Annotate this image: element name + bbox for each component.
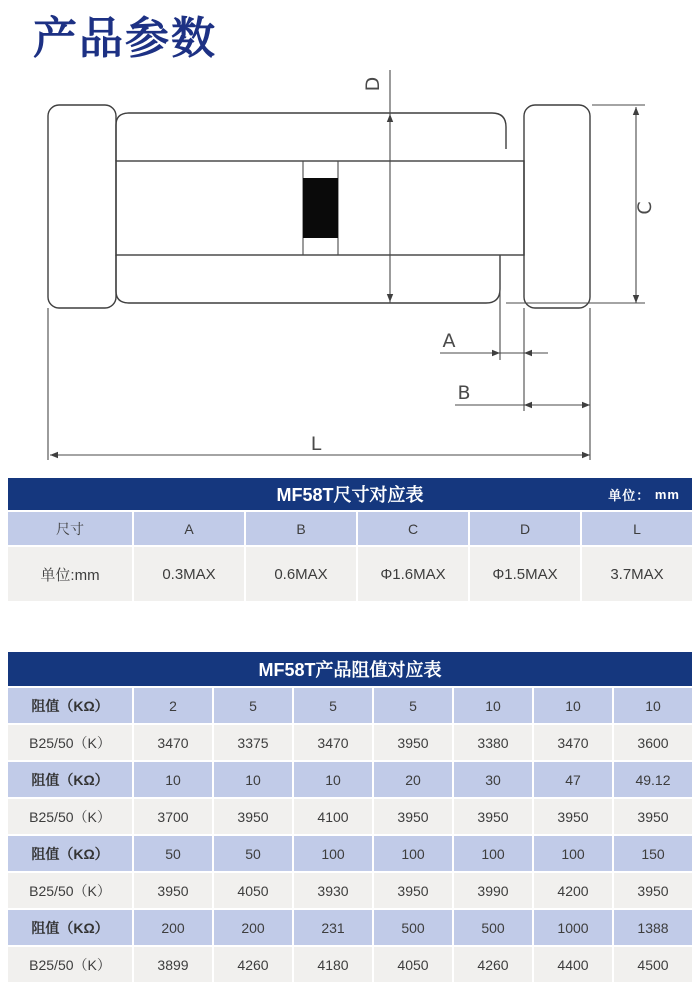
resistance-row-label: 阻值（KΩ） xyxy=(8,910,132,945)
unit-label: 单位： xyxy=(608,487,651,503)
resistance-value-cell: 4050 xyxy=(214,873,292,908)
resistance-value-cell: 3950 xyxy=(454,799,532,834)
thermistor-chip xyxy=(303,178,338,238)
dim-arrow xyxy=(582,452,590,458)
resistance-value-cell: 3950 xyxy=(374,873,452,908)
page-title: 产品参数 xyxy=(33,13,217,64)
resistance-value-cell: 100 xyxy=(294,836,372,871)
resistance-row-label: B25/50（K） xyxy=(8,725,132,760)
resistance-value-cell: 3990 xyxy=(454,873,532,908)
resistance-table xyxy=(8,652,692,982)
dimension-value-cell: 0.3MAX xyxy=(134,547,244,601)
resistance-value-cell: 200 xyxy=(214,910,292,945)
resistance-value-cell: 30 xyxy=(454,762,532,797)
dim-arrow xyxy=(633,295,639,303)
resistance-value-cell: 100 xyxy=(374,836,452,871)
dimension-value-cell: 单位:mm xyxy=(8,547,132,601)
dimension-table-title: MF58T尺寸对应表 xyxy=(276,485,424,505)
resistance-value-cell: 20 xyxy=(374,762,452,797)
resistance-row-label: 阻值（KΩ） xyxy=(8,836,132,871)
resistance-value-cell: 100 xyxy=(454,836,532,871)
resistance-value-cell: 5 xyxy=(374,688,452,723)
resistance-value-cell: 1388 xyxy=(614,910,692,945)
resistance-table-grid xyxy=(8,688,692,982)
resistance-value-cell: 4200 xyxy=(534,873,612,908)
thermistor-cross-section xyxy=(0,62,700,464)
resistance-value-cell: 3950 xyxy=(214,799,292,834)
dim-arrow xyxy=(582,402,590,408)
resistance-value-cell: 10 xyxy=(134,762,212,797)
resistance-value-cell: 100 xyxy=(534,836,612,871)
resistance-value-cell: 3950 xyxy=(374,799,452,834)
dimension-column-header: L xyxy=(582,512,692,545)
resistance-value-cell: 2 xyxy=(134,688,212,723)
resistance-value-cell: 200 xyxy=(134,910,212,945)
resistance-value-cell: 3930 xyxy=(294,873,372,908)
dim-arrow xyxy=(492,350,500,356)
resistance-value-cell: 3600 xyxy=(614,725,692,760)
dim-label-d: D xyxy=(362,76,384,92)
resistance-value-cell: 10 xyxy=(614,688,692,723)
resistance-value-cell: 500 xyxy=(374,910,452,945)
resistance-value-cell: 4260 xyxy=(214,947,292,982)
unit-value: mm xyxy=(654,486,680,502)
resistance-value-cell: 500 xyxy=(454,910,532,945)
resistance-value-cell: 3380 xyxy=(454,725,532,760)
product-dimension-diagram xyxy=(0,62,700,464)
resistance-row-label: B25/50（K） xyxy=(8,873,132,908)
dimension-column-header: A xyxy=(134,512,244,545)
resistance-value-cell: 5 xyxy=(214,688,292,723)
dim-label-b: B xyxy=(457,382,471,404)
dimension-value-cell: Φ1.6MAX xyxy=(358,547,468,601)
dim-arrow xyxy=(387,114,393,122)
dimension-table-header xyxy=(8,478,692,510)
resistance-value-cell: 50 xyxy=(134,836,212,871)
resistance-row-label: B25/50（K） xyxy=(8,799,132,834)
dimension-value-cell: 3.7MAX xyxy=(582,547,692,601)
resistance-value-cell: 3950 xyxy=(614,873,692,908)
resistance-row-label: B25/50（K） xyxy=(8,947,132,982)
resistance-value-cell: 3470 xyxy=(534,725,612,760)
resistance-value-cell: 10 xyxy=(534,688,612,723)
resistance-value-cell: 4180 xyxy=(294,947,372,982)
dim-arrow xyxy=(524,350,532,356)
resistance-table-header xyxy=(8,652,692,686)
resistance-value-cell: 47 xyxy=(534,762,612,797)
dim-arrow xyxy=(633,107,639,115)
resistance-value-cell: 4050 xyxy=(374,947,452,982)
dimension-table xyxy=(8,478,692,601)
left-end-cap xyxy=(48,105,116,308)
unit-indicator xyxy=(608,478,680,510)
resistance-value-cell: 5 xyxy=(294,688,372,723)
resistance-value-cell: 50 xyxy=(214,836,292,871)
dim-arrow xyxy=(524,402,532,408)
resistance-value-cell: 49.12 xyxy=(614,762,692,797)
resistance-value-cell: 1000 xyxy=(534,910,612,945)
dim-label-l: L xyxy=(310,433,322,455)
glass-body-hatch-right xyxy=(338,161,524,255)
resistance-value-cell: 3470 xyxy=(134,725,212,760)
resistance-value-cell: 4260 xyxy=(454,947,532,982)
resistance-value-cell: 10 xyxy=(214,762,292,797)
dimension-column-header: B xyxy=(246,512,356,545)
dim-label-a: A xyxy=(442,330,456,352)
resistance-value-cell: 10 xyxy=(454,688,532,723)
resistance-value-cell: 3950 xyxy=(374,725,452,760)
top-lead-outline xyxy=(116,113,506,161)
resistance-value-cell: 4400 xyxy=(534,947,612,982)
resistance-value-cell: 3950 xyxy=(614,799,692,834)
dimension-column-header: D xyxy=(470,512,580,545)
bottom-lead-outline xyxy=(116,255,500,303)
resistance-value-cell: 3950 xyxy=(134,873,212,908)
resistance-value-cell: 3950 xyxy=(534,799,612,834)
resistance-value-cell: 3470 xyxy=(294,725,372,760)
glass-body-hatch-left xyxy=(116,161,303,255)
resistance-value-cell: 10 xyxy=(294,762,372,797)
dimension-table-grid xyxy=(8,512,692,601)
resistance-value-cell: 3700 xyxy=(134,799,212,834)
resistance-value-cell: 4500 xyxy=(614,947,692,982)
dimension-value-cell: Φ1.5MAX xyxy=(470,547,580,601)
dimension-value-cell: 0.6MAX xyxy=(246,547,356,601)
right-end-cap xyxy=(524,105,590,308)
resistance-value-cell: 150 xyxy=(614,836,692,871)
dimension-column-header: C xyxy=(358,512,468,545)
dim-arrow xyxy=(387,294,393,302)
resistance-row-label: 阻值（KΩ） xyxy=(8,688,132,723)
dim-label-c: C xyxy=(634,201,656,215)
dim-arrow xyxy=(50,452,58,458)
resistance-value-cell: 3375 xyxy=(214,725,292,760)
resistance-value-cell: 4100 xyxy=(294,799,372,834)
resistance-value-cell: 231 xyxy=(294,910,372,945)
resistance-value-cell: 3899 xyxy=(134,947,212,982)
dimension-column-header: 尺寸 xyxy=(8,512,132,545)
resistance-row-label: 阻值（KΩ） xyxy=(8,762,132,797)
resistance-table-title: MF58T产品阻值对应表 xyxy=(258,660,442,680)
